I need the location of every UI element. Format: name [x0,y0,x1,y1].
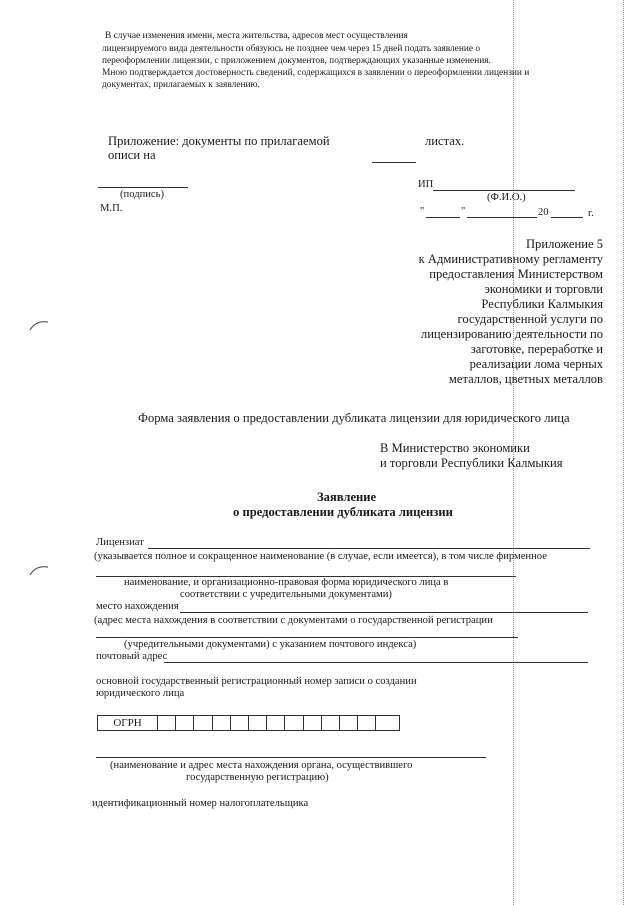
ip-name-line [433,190,575,191]
licensee-hint: наименование, и организационно-правовая форма юридического лица в [124,577,449,588]
date-year-line [551,217,583,218]
addressee-line: В Министерство экономики [380,441,530,455]
location-hint: (адрес места нахождения в соответствии с документами о государственной регистрации [94,615,493,626]
appendix-header-line: государственной услуги по [457,312,603,326]
attachment-text: Приложение: документы по прилагаемой [108,134,330,148]
inn-label: идентификационный номер налогоплательщика [92,798,309,809]
appendix-header-line: к Административному регламенту [418,252,603,266]
organ-hint: (наименование и адрес места нахождения органа, осуществившего [110,760,413,771]
date-month-line [467,217,537,218]
ogrn-digit-cell[interactable] [376,716,394,730]
date-quote-close: " [461,206,466,217]
scan-edge-line [623,0,624,905]
statement-title: Заявление [317,490,377,504]
ogrn-digit-cell[interactable] [304,716,322,730]
appendix-header-line: металлов, цветных металлов [448,372,603,386]
ogrn-description: юридического лица [96,688,185,699]
appendix-header-line: заготовке, переработке и [470,342,603,356]
ogrn-digit-cell[interactable] [340,716,358,730]
location-input-line-2 [96,637,518,638]
form-title: Форма заявления о предоставлении дубликата лицензии для юридического лица [138,411,570,425]
postal-label: почтовый адрес [96,651,168,662]
ogrn-digit-cell[interactable] [231,716,249,730]
ogrn-digit-cell[interactable] [213,716,231,730]
organ-hint: государственную регистрацию) [186,772,329,783]
appendix-header-line: лицензированию деятельности по [420,327,603,341]
appendix-header-line: предоставления Министерством [429,267,603,281]
ogrn-digit-cell[interactable] [158,716,176,730]
ogrn-digit-cell[interactable] [194,716,212,730]
organ-input-line [96,757,486,758]
ip-label: ИП [418,179,434,190]
ogrn-digit-cell[interactable] [358,716,376,730]
obligation-paragraph-line: переоформлении лицензии, с приложением документов, подтверждающих указанные изменения. [102,56,491,66]
postal-input-line [164,662,588,663]
obligation-paragraph-line: лицензируемого вида деятельности обязуюсь не позднее чем через 15 дней подать заявление о [102,44,481,54]
date-year-suffix: г. [588,208,594,219]
appendix-header-line: реализации лома черных [469,357,603,371]
signature-caption: (подпись) [120,189,164,200]
ogrn-digit-cell[interactable] [285,716,303,730]
ogrn-field[interactable] [97,715,400,731]
fio-caption: (Ф.И.О.) [487,192,526,203]
attachment-blank-line [372,162,416,163]
stamp-place-label: М.П. [100,203,123,214]
obligation-paragraph-line: документах, прилагаемых к заявлению. [102,80,260,90]
attachment-text-end: листах. [425,134,465,148]
location-input-line [180,612,588,613]
appendix-header-line: Приложение 5 [525,237,603,251]
licensee-label: Лицензиат [96,537,144,548]
ogrn-label: ОГРН [98,716,158,730]
location-hint: (учредительными документами) с указанием почтового индекса) [124,639,417,650]
ogrn-description: основной государственный регистрационный номер записи о создании [96,676,417,687]
licensee-hint: (указывается полное и сокращенное наименование (в случае, если имеется), в том числе фирменное [94,551,547,562]
obligation-paragraph-line: В случае изменения имени, места жительства, адресов мест осуществления [105,31,408,41]
location-label: место нахождения [96,601,179,612]
signature-line [98,187,188,188]
ogrn-digit-cell[interactable] [176,716,194,730]
ogrn-digit-cell[interactable] [267,716,285,730]
licensee-hint: соответствии с учредительными документами) [180,589,392,600]
addressee-line: и торговли Республики Калмыкия [380,456,563,470]
date-day-line [426,217,460,218]
licensee-input-line [148,548,590,549]
date-quote-open: " [420,206,425,217]
ogrn-digit-cell[interactable] [322,716,340,730]
date-year-prefix: 20 [538,207,549,218]
statement-subtitle: о предоставлении дубликата лицензии [233,505,453,519]
appendix-header-line: Республики Калмыкия [481,297,603,311]
binder-hole-mark [28,563,50,577]
ogrn-digit-cell[interactable] [249,716,267,730]
obligation-paragraph-line: Мною подтверждается достоверность сведений, содержащихся в заявлении о переоформлении лицензии и [102,68,530,78]
attachment-text: описи на [108,148,156,162]
binder-hole-mark [28,318,50,332]
appendix-header-line: экономики и торговли [484,282,603,296]
